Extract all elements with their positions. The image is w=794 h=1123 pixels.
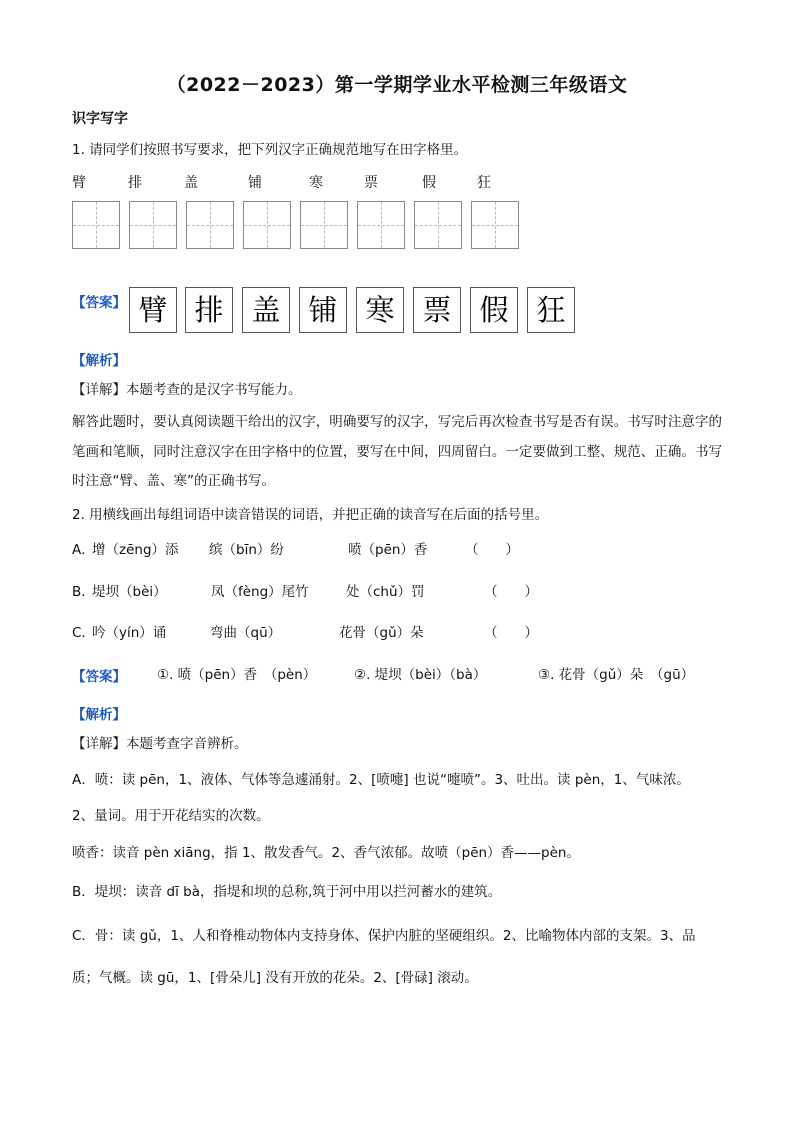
answer-char: 臂 (129, 287, 177, 333)
q2-answer-1: ①. 喷（pēn）香 （pèn） (157, 667, 317, 683)
option-label: B． (72, 584, 95, 600)
option-word: 堤坝（bèi） (92, 584, 167, 600)
q1-explanation: 解答此题时，要认真阅读题干给出的汉字，明确要写的汉字，写完后再次检查书写是否有误。书写时注意字的笔画和笔顺，同时注意汉字在田字格中的位置，要写在中间，四周留白。一定要做到工整、规范、正确。书写时注意“臂、盖、寒”的正确书写。 (72, 414, 722, 489)
answer-bracket: （ ） (484, 584, 538, 600)
q1-char: 铺 (248, 175, 262, 191)
answer-char: 铺 (299, 287, 347, 333)
q1-char: 假 (422, 175, 436, 191)
answer-char: 寒 (356, 287, 404, 333)
q2-analysis-line: 质；气概。读 gū，1、[骨朵儿] 没有开放的花朵。2、[骨碌] 滚动。 (72, 970, 478, 986)
tianzige-cell[interactable] (186, 201, 234, 249)
option-word: 弯曲（qū） (210, 625, 282, 641)
q2-answer-2: ②. 堤坝（bèi）（bà） (354, 667, 487, 683)
q1-char: 寒 (309, 175, 323, 191)
tianzige-cell[interactable] (300, 201, 348, 249)
q2-answer-label: 【答案】 (72, 669, 126, 685)
page-title: （2022－2023）第一学期学业水平检测三年级语文 (166, 74, 628, 96)
q2-option-b (72, 582, 538, 602)
detail-text: 本题考查的是汉字书写能力。 (126, 382, 302, 398)
option-label: A． (72, 542, 95, 558)
q2-analysis-line: 2、量词。用于开花结实的次数。 (72, 808, 270, 824)
q2-analysis-line: C．骨：读 gǔ，1、人和脊椎动物体内支持身体、保护内脏的坚硬组织。2、比喻物体内部的支架。3、品 (72, 928, 696, 944)
detail-text: 本题考查字音辨析。 (126, 736, 248, 752)
q1-char: 盖 (184, 175, 198, 191)
q2-option-a (72, 540, 532, 560)
q2-analysis-line: A．喷：读 pēn，1、液体、气体等急遽涌射。2、[喷嚏] 也说“嚏喷”。3、吐出。读 pèn，1、气味浓。 (72, 772, 690, 788)
answer-bracket: （ ） (465, 542, 519, 558)
q2-option-c (72, 623, 538, 643)
tianzige-cell[interactable] (72, 201, 120, 249)
tianzige-cell[interactable] (357, 201, 405, 249)
option-word: 花骨（gǔ）朵 (339, 625, 424, 641)
section-heading: 识字写字 (72, 111, 128, 127)
q1-analysis-label: 【解析】 (72, 353, 126, 369)
answer-char: 票 (413, 287, 461, 333)
q1-char: 排 (128, 175, 142, 191)
tianzige-cell[interactable] (471, 201, 519, 249)
q2-answer-3: ③. 花骨（gǔ）朵 （gū） (538, 667, 695, 683)
option-word: 缤（bīn）纷 (209, 542, 284, 558)
q1-question: 1. 请同学们按照书写要求，把下列汉字正确规范地写在田字格里。 (72, 142, 468, 158)
tianzige-cell[interactable] (414, 201, 462, 249)
option-word: 增（zēng）添 (92, 542, 179, 558)
detail-label: 【详解】 (72, 736, 126, 752)
detail-label: 【详解】 (72, 382, 126, 398)
option-word: 吟（yín）诵 (92, 625, 167, 641)
answer-char: 排 (185, 287, 233, 333)
q2-analysis-label: 【解析】 (72, 707, 126, 723)
q1-char: 票 (364, 175, 378, 191)
q1-detail (72, 380, 302, 400)
q1-char-list (72, 172, 532, 192)
answer-bracket: （ ） (484, 625, 538, 641)
option-label: C． (72, 625, 95, 641)
tianzige-cell[interactable] (129, 201, 177, 249)
option-word: 喷（pēn）香 (348, 542, 428, 558)
q1-char: 狂 (477, 175, 491, 191)
tianzige-cell[interactable] (243, 201, 291, 249)
q2-question: 2. 用横线画出每组词语中读音错误的词语，并把正确的读音写在后面的括号里。 (72, 507, 549, 523)
q1-answer-label: 【答案】 (72, 295, 126, 311)
answer-char: 狂 (527, 287, 575, 333)
answer-char: 假 (470, 287, 518, 333)
q2-analysis-line: 喷香：读音 pèn xiāng，指 1、散发香气。2、香气浓郁。故喷（pēn）香——pèn。 (72, 845, 580, 861)
option-word: 处（chǔ）罚 (346, 584, 425, 600)
q2-analysis-line: B．堤坝：读音 dī bà，指堤和坝的总称,筑于河中用以拦河蓄水的建筑。 (72, 884, 502, 900)
option-word: 凤（fèng）尾竹 (211, 584, 309, 600)
q1-char: 臂 (72, 175, 86, 191)
q2-detail (72, 734, 248, 754)
answer-char: 盖 (242, 287, 290, 333)
